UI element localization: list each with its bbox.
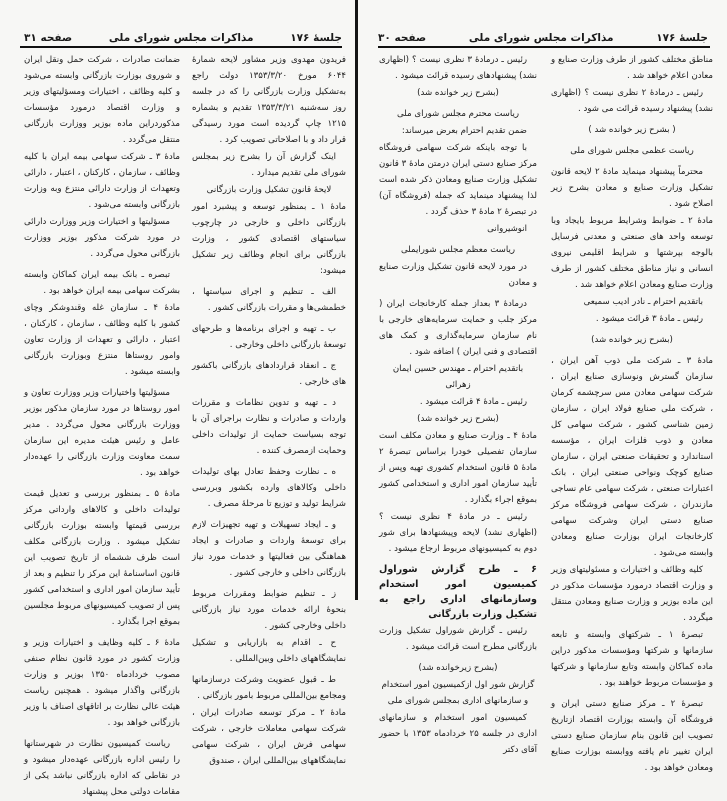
paragraph: رئیس ـ در مادهٔ ۴ نظری نیست ؟ (اظهاری نشد) لایحه وپیشنهادها برای شور دوم به کمیسیونهای مربوط ارجاع میشود . <box>379 512 537 554</box>
paragraph: مادهٔ ۵ ـ بمنظور بررسی و تعدیل قیمت تولیدات داخلی و کالاهای وارداتی مرکز بررسی قیمتها وابسته بوزارت بازرگانی تشکیل میشود . وزارت بازرگانی مکلف است ظرف ششماه از تاریخ تصویب این قانون اساسنامهٔ این مرکز را تنظیم و بعد از تأیید سازمان امور اداری و استخدامی کشور پس از تصویب کمیسیونهای مربوط مجلسین بموقع اجرا بگذارد . <box>24 489 180 627</box>
paragraph: (بشرح زیر خوانده شد) <box>417 414 499 424</box>
paragraph: مادهٔ ۴ ـ وزارت صنایع و معادن مکلف است سازمان تفصیلی خودرا براساس تبصرهٔ ۲ مادهٔ ۵ قانون استخدام کشوری تهیه وپس از تأیید سازمان امور اداری و استخدامی کشور بموقع اجراء بگذارد . <box>379 431 537 505</box>
paragraph: (بشرح زیر خوانده شد) <box>417 88 499 98</box>
paragraph: ج ـ انعقاد قراردادهای بازرگانی باکشور های خارجی . <box>192 361 346 387</box>
page-number: صفحه ۳۰ <box>378 32 427 44</box>
publication-title: مذاکرات مجلس شورای ملی <box>468 32 614 44</box>
paragraph: د ـ تهیه و تدوین نظامات و مقررات واردات و صادرات و نظارت براجرای آن با توجه بسیاست حمایت از تولیدات داخلی وحمایت ازمصرف کننده . <box>192 398 346 456</box>
paragraph: با توجه باینکه شرکت سهامی فروشگاه مرکز صنایع دستی ایران درمتن مادهٔ ۳ قانون تشکیل وزارت صنایع ومعادن ذکر شده است لذا پیشنهاد مینماید که جمله (فروشگاه آن) در تبصرهٔ ۲ مادهٔ ۳ حذف گردد . <box>379 143 537 217</box>
paragraph: مسؤلیتها و اختیارات وزیر ووزارت دارائی در مورد شرکت مذکور بوزیر ووزارت بازرگانی محول می‌گردد . <box>24 217 180 259</box>
text-column-right <box>551 52 713 777</box>
paragraph: ح ـ اقدام به بازاریابی و تشکیل نمایشگاههای داخلی وبین‌المللی . <box>192 638 346 664</box>
paragraph: (بشرح زیر خوانده شد) <box>591 335 673 345</box>
session-number: جلسهٔ ۱۷۶ <box>290 32 342 44</box>
paragraph: کلیه وظائف و اختیارات و مسئولیتهای وزیر و وزارت اقتصاد درمورد مؤسسات مذکور در این ماده بوزیر و وزارت صنایع ومعادن منتقل میگردد . <box>551 565 713 623</box>
header-rule <box>20 46 342 48</box>
paragraph: رئیس ـ مادهٔ ۳ قرائت میشود . <box>595 314 703 324</box>
paragraph: درمادهٔ ۳ بعداز جمله کارخانجات ایران ( مرکز جلب و حمایت سرمایه‌های خارجی با نام سازمان سرمایه‌گذاری و کمک های اقتصادی و فنی ایران ) اضافه شود . <box>379 299 537 357</box>
paragraph: رئیس ـ درمادهٔ ۲ نظری نیست ؟ (اظهاری نشد) پیشنهاد رسیده قرائت می شود . <box>551 88 713 114</box>
paragraph: محترماً پیشنهاد مینماید مادهٔ ۲ لایحه قانون تشکیل وزارت صنایع و معادن بشرح زیر اصلاح شود . <box>551 167 713 209</box>
paragraph: رئیس ـ گزارش شوراول تشکیل وزارت بازرگانی مطرح است قرائت میشود . <box>379 626 537 652</box>
paragraph: مناطق مختلف کشور از طرف وزارت صنایع و معادن اعلام خواهد شد . <box>551 55 713 81</box>
paragraph: رئیس ـ درمادهٔ ۳ نظری نیست ؟ (اظهاری نشد) پیشنهادهای رسیده قرائت میشود . <box>379 55 537 81</box>
paragraph: مادهٔ ۲ ـ مرکز توسعه صادرات ایران ، شرکت سهامی معاملات خارجی ، شرکت سهامی فرش ایران ، شرکت سهامی نمایشگاههای بین‌المللی ایران ، صندوق <box>192 708 346 766</box>
paragraph: ه ـ نظارت وحفظ تعادل بهای تولیدات داخلی وکالاهای وارده بکشور وبررسی شرایط تولید و توزیع تا مرحلهٔ مصرف . <box>192 467 346 509</box>
paragraph: تبصرهٔ ۱ ـ شرکتهای وابسته و تابعه سازمانها و شرکتها ومؤسسات مذکور دراین ماده کماکان وابسته وتابع سازمانها و شرکتها و مؤسسات مربوط خواهند بود . <box>551 630 713 688</box>
header-rule <box>378 46 710 48</box>
paragraph: مادهٔ ۳ ـ شرکت ملی ذوب آهن ایران ، سازمان گسترش ونوسازی صنایع ایران ، شرکت سهامی معادن مس سرچشمه کرمان ، شرکت ملی صنایع فولاد ایران ، سازمان زمین شناسی کشور ، شرکت سهامی کل معادن و ذوب فلزات ایران ، مؤسسه استاندارد و تحقیقات صنعتی ایران ، سازمان صنایع کوچک ونواحی صنعتی ایران ، بانک اعتبارات صنعتی ، شرکت سهامی عام نساجی مازندران ، شرکت سهامی فروشگاه مرکز صنایع دستی ایران وشرکت سهامی کارخانجات ایران بوزارت صنایع ومعادن وابسته می‌شود . <box>551 356 713 558</box>
paragraph: باتقدیم احترام ـ مهندس حسین ایمان زهرائی <box>392 364 524 390</box>
page-header <box>24 30 342 44</box>
paragraph: اینک گزارش آن را بشرح زیر بمجلس شورای ملی تقدیم میدارد . <box>192 152 346 178</box>
text-column-left <box>379 52 537 759</box>
paragraph: مادهٔ ۳ ـ شرکت سهامی بیمه ایران با کلیه وظائف ، سازمان ، کارکنان ، اعتبار ، دارائی وتعهدات از وزارت دارائی منتزع وبه وزارت بازرگانی وابسته می‌شود . <box>24 152 180 210</box>
paragraph: ۶ ـ طرح گزارش شوراول کمیسیون امور استخدام وسازمانهای اداری راجع به تشکیل وزارت بازرگانی <box>379 564 537 620</box>
paragraph: و ـ ایجاد تسهیلات و تهیه تجهیزات لازم برای توسعهٔ واردات و صادرات و ایجاد هماهنگی بین فعالیتها و خدمات مورد نیاز بازرگانی داخلی و خارجی کشور . <box>192 520 346 578</box>
paragraph: ریاست محترم مجلس شورای ملی <box>397 109 519 119</box>
paragraph: فریدون مهدوی وزیر مشاور لایحه شمارهٔ ۶۰۴۴ مورخ ۱۳۵۳/۳/۲۰ دولت راجع به‌تشکیل وزارت بازرگانی را که در جلسه روز سه‌شنبه ۱۳۵۳/۳/۲۱ تقدیم و بشماره ۱۲۱۵ چاپ گردیده است مورد رسیدگی قرار داد و با اصلاحاتی تصویب کرد . <box>192 55 346 145</box>
paragraph: ( بشرح زیر خوانده شد ) <box>588 125 676 135</box>
right-page <box>358 0 727 773</box>
page-header <box>378 30 708 44</box>
paragraph: ریاست عظمی مجلس شورای ملی <box>570 146 694 156</box>
paragraph: در مورد لایحه قانون تشکیل وزارت صنایع و معادن <box>379 262 537 288</box>
paragraph: کمیسیون امور استخدام و سازمانهای اداری در جلسه ۲۵ خردادماه ۱۳۵۳ با حضور آقای دکتر <box>379 713 537 755</box>
session-number: جلسهٔ ۱۷۶ <box>656 32 708 44</box>
paragraph: مادهٔ ۲ ـ ضوابط وشرایط مربوط بایجاد وبا توسعه واحد های صنعتی و معدنی فرسایل بالوجه بپرشتها و شرایط اقلیمی نیروی انسانی و نیاز مناطق مختلف کشور از طرف وزارت صنایع ومعادن اعلام خواهد شد . <box>551 216 713 290</box>
paragraph: گزارش شور اول ازکمیسیون امور استخدام و سازمانهای اداری بمجلس شورای ملی <box>381 680 535 706</box>
paragraph: مسؤلیتها واختیارات وزیر ووزارت تعاون و امور روستاها در مورد سازمان مذکور بوزیر ووزارت بازرگانی محول می‌گردد . مدیر عامل و رئیس هیئت مدیره این سازمان سمت معاونت وزارت بازرگانی را عهده‌دار خواهد بود . <box>24 388 180 478</box>
paragraph: مادهٔ ۶ ـ کلیه وظایف و اختیارات وزیر و وزارت کشور در مورد قانون نظام صنفی مصوب خردادماه ۱۳۵۰ بوزیر و وزارت بازرگانی واگذار میشود . همچنین ریاست هیئت عالی نظارت بر اتاقهای اصناف با وزیر بازرگانی خواهد بود . <box>24 638 180 728</box>
paragraph: لایحهٔ قانون تشکیل وزارت بازرگانی <box>206 185 332 195</box>
paragraph: مادهٔ ۴ ـ سازمان غله وقندوشکر وچای کشور با کلیه وظائف ، سازمان ، کارکنان ، اعتبار ، دارائی و تعهدات از وزارت تعاون وامور روستاها منتزع وبوزارت بازرگانی وابسته میشود . <box>24 303 180 377</box>
paragraph: ریاست معظم مجلس شورایملی <box>400 245 515 255</box>
text-column-right <box>192 52 346 770</box>
paragraph: تبصره ـ بانک بیمه ایران کماکان وابسته بشرکت سهامی بیمه ایران خواهد بود . <box>24 270 180 296</box>
paragraph: ضمانت صادرات ، شرکت حمل ونقل ایران و شوروی بوزارت بازرگانی وابسته می‌شود و کلیه وظائف ، اختیارات ومسؤلیتهای وزیر و وزارت اقتصاد درمورد مؤسسات مذکوردراین ماده بوزیر ووزارت بازرگانی منتقل می‌گردد . <box>24 55 180 145</box>
paragraph: (بشرح زیرخوانده شد) <box>418 663 498 673</box>
paragraph: انوشیروانی <box>487 224 527 234</box>
paragraph: تبصرهٔ ۲ ـ مرکز صنایع دستی ایران و فروشگاه آن وابسته بوزارت اقتصاد ازتاریخ تصویب این قانون بنام سازمان صنایع دستی ایران تغییر نام یافته ووابسته بوزارت صنایع ومعادن خواهد بود . <box>551 699 713 773</box>
paragraph: ز ـ تنظیم ضوابط ومقررات مربوط بنحوهٔ ارائه خدمات مورد نیاز بازرگانی داخلی وخارجی کشور . <box>192 589 346 631</box>
paragraph: ضمن تقدیم احترام بعرض میرساند: <box>401 126 527 136</box>
page-number: صفحه ۳۱ <box>24 32 73 44</box>
paragraph: رئیس ـ مادهٔ ۴ قرائت میشود . <box>419 397 527 407</box>
paragraph: باتقدیم احترام ـ نادر ادیب سمیعی <box>583 297 703 307</box>
publication-title: مذاکرات مجلس شورای ملی <box>108 32 254 44</box>
paragraph: ط ـ قبول عضویت وشرکت درسازمانها ومجامع بین‌المللی مربوط بامور بازرگانی . <box>192 675 346 701</box>
paragraph: ب ـ تهیه و اجرای برنامه‌ها و طرحهای توسعهٔ بازرگانی داخلی وخارجی . <box>192 324 346 350</box>
paragraph: مادهٔ ۱ ـ بمنظور توسعه و پیشبرد امور بازرگانی داخلی و خارجی در چارچوب سیاستهای اقتصادی کشور ، وزارت بازرگانی برای انجام وظائف زیر تشکیل میشود: <box>192 202 346 276</box>
paragraph: ریاست کمیسیون نظارت در شهرستانها را رئیس اداره بازرگانی عهده‌دار میشود و در نقاطی که اداره بازرگانی نباشد یکی از مقامات دولتی محل پیشنهاد <box>24 739 180 797</box>
text-column-left <box>24 52 180 801</box>
paragraph: الف ـ تنظیم و اجرای سیاستها ، خطمشی‌ها و مقررات بازرگانی کشور . <box>192 287 346 313</box>
left-page <box>0 0 356 797</box>
